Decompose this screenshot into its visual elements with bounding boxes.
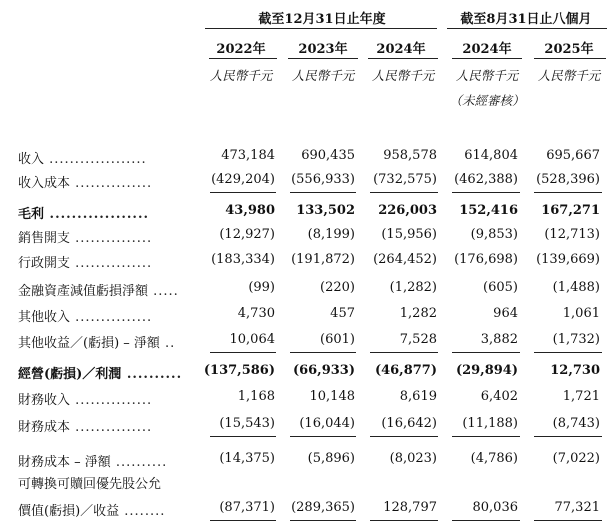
subtotal-rule xyxy=(210,192,276,193)
row-value-col-3: 8,619 xyxy=(399,389,437,404)
row-label-text: 可轉換可贖回優先股公允 xyxy=(18,477,162,492)
subtotal-rule xyxy=(210,436,276,437)
row-value-col-3: 1,282 xyxy=(399,306,437,321)
row-value-col-2: (601) xyxy=(320,332,355,347)
row-value-col-1: (87,371) xyxy=(219,500,275,515)
row-value-col-3: 958,578 xyxy=(383,148,437,163)
table-row xyxy=(0,389,613,411)
row-value-col-4: (176,698) xyxy=(454,252,518,267)
row-value-col-3: 226,003 xyxy=(378,203,437,218)
subtotal-rule xyxy=(290,520,356,521)
row-value-col-1: (183,334) xyxy=(211,252,275,267)
subtotal-rule xyxy=(534,192,602,193)
row-label-text: 財務成本 xyxy=(18,420,71,435)
col-header-rule-1 xyxy=(209,58,277,59)
table-row xyxy=(0,203,613,225)
col-header-rule-5 xyxy=(534,58,606,59)
row-value-col-3: (46,877) xyxy=(374,363,437,378)
row-label xyxy=(18,389,152,408)
col-header-year-5: 2025年 xyxy=(544,42,594,57)
row-value-col-5: 1,721 xyxy=(562,389,600,404)
row-value-col-1: (137,586) xyxy=(203,363,275,378)
row-value-col-4: 152,416 xyxy=(459,203,518,218)
row-value-col-2: 457 xyxy=(330,306,355,321)
row-leader-dots: .................. xyxy=(44,207,150,222)
subtotal-rule xyxy=(534,520,602,521)
row-label xyxy=(18,363,182,382)
row-value-col-5: 1,061 xyxy=(562,306,600,321)
row-value-col-4: (11,188) xyxy=(462,416,518,431)
row-value-col-1: (12,927) xyxy=(219,227,275,242)
row-label xyxy=(18,451,167,470)
table-row xyxy=(0,416,613,438)
row-value-col-5: (1,732) xyxy=(552,332,600,347)
row-value-col-2: (66,933) xyxy=(292,363,355,378)
row-value-col-4: (605) xyxy=(483,280,518,295)
row-value-col-3: 128,797 xyxy=(383,500,437,515)
row-value-col-5: 12,730 xyxy=(550,363,600,378)
row-label xyxy=(18,203,149,222)
subtotal-rule xyxy=(452,192,520,193)
row-leader-dots: ................... xyxy=(44,152,147,167)
col-note-unaudited: （未經審核） xyxy=(449,93,525,108)
row-label-text: 其他收入 xyxy=(18,310,71,325)
row-value-col-3: (15,956) xyxy=(381,227,437,242)
row-value-col-1: 1,168 xyxy=(237,389,275,404)
row-label-text: 價值(虧損)／收益 xyxy=(18,504,120,519)
group-header-year-ended: 截至12月31日止年度 xyxy=(258,12,386,27)
col-header-year-1: 2022年 xyxy=(216,42,266,57)
row-value-col-2: (556,933) xyxy=(291,172,355,187)
row-value-col-1: (429,204) xyxy=(211,172,275,187)
row-value-col-3: (732,575) xyxy=(373,172,437,187)
subtotal-rule xyxy=(534,436,602,437)
table-row xyxy=(0,306,613,328)
row-value-col-2: 133,502 xyxy=(296,203,355,218)
table-row xyxy=(0,252,613,274)
row-value-col-3: (16,642) xyxy=(381,416,437,431)
row-label xyxy=(18,473,161,492)
row-value-col-2: 10,148 xyxy=(309,389,355,404)
row-label xyxy=(18,280,179,299)
row-value-col-1: (14,375) xyxy=(219,451,275,466)
subtotal-rule xyxy=(370,436,438,437)
row-label xyxy=(18,227,152,246)
row-leader-dots: .......... xyxy=(121,367,183,382)
table-row xyxy=(0,172,613,194)
col-unit-1: 人民幣千元 xyxy=(209,68,273,83)
row-value-col-3: (1,282) xyxy=(389,280,437,295)
row-label-text: 經營(虧損)／利潤 xyxy=(18,367,122,382)
col-unit-5: 人民幣千元 xyxy=(537,68,601,83)
subtotal-rule xyxy=(290,436,356,437)
row-leader-dots: ..... xyxy=(148,284,179,299)
row-leader-dots: .. xyxy=(159,336,176,351)
row-value-col-4: 80,036 xyxy=(472,500,518,515)
row-value-col-4: (4,786) xyxy=(470,451,518,466)
row-value-col-1: (99) xyxy=(248,280,275,295)
row-value-col-3: 7,528 xyxy=(399,332,437,347)
table-row xyxy=(0,473,613,495)
row-label-text: 毛利 xyxy=(18,207,45,222)
row-leader-dots: ............... xyxy=(70,420,153,435)
col-unit-3: 人民幣千元 xyxy=(371,68,435,83)
row-leader-dots: ........ xyxy=(119,504,166,519)
row-value-col-3: (8,023) xyxy=(389,451,437,466)
row-value-col-5: (1,488) xyxy=(552,280,600,295)
row-value-col-2: (191,872) xyxy=(291,252,355,267)
group-header-year-rule xyxy=(205,28,437,29)
col-header-rule-3 xyxy=(368,58,438,59)
row-value-col-4: 6,402 xyxy=(480,389,518,404)
row-value-col-1: 473,184 xyxy=(221,148,275,163)
row-value-col-4: 3,882 xyxy=(480,332,518,347)
row-value-col-4: (462,388) xyxy=(454,172,518,187)
subtotal-rule xyxy=(370,352,438,353)
subtotal-rule xyxy=(210,352,276,353)
row-label-text: 行政開支 xyxy=(18,256,71,271)
row-value-col-1: 4,730 xyxy=(237,306,275,321)
subtotal-rule xyxy=(452,352,520,353)
table-row xyxy=(0,332,613,354)
subtotal-rule xyxy=(290,192,356,193)
row-value-col-2: (8,199) xyxy=(307,227,355,242)
col-header-year-2: 2023年 xyxy=(298,42,348,57)
group-header-period-rule xyxy=(447,28,607,29)
row-value-col-5: 77,321 xyxy=(554,500,600,515)
row-value-col-5: (139,669) xyxy=(536,252,600,267)
row-value-col-5: (8,743) xyxy=(552,416,600,431)
col-header-rule-2 xyxy=(288,58,358,59)
row-value-col-2: 690,435 xyxy=(301,148,355,163)
row-value-col-2: (289,365) xyxy=(291,500,355,515)
row-label-text: 金融資產減值虧損淨額 xyxy=(18,284,149,299)
row-label-text: 收入 xyxy=(18,152,45,167)
row-label xyxy=(18,416,152,435)
row-value-col-5: (7,022) xyxy=(552,451,600,466)
row-value-col-2: (220) xyxy=(320,280,355,295)
table-row xyxy=(0,363,613,385)
table-row xyxy=(0,227,613,249)
table-row xyxy=(0,451,613,473)
row-leader-dots: ............... xyxy=(70,256,153,271)
row-label-text: 收入成本 xyxy=(18,176,71,191)
row-value-col-4: (9,853) xyxy=(470,227,518,242)
table-row xyxy=(0,280,613,302)
row-label xyxy=(18,148,147,167)
row-value-col-4: 964 xyxy=(493,306,518,321)
subtotal-rule xyxy=(210,520,276,521)
row-value-col-1: 43,980 xyxy=(225,203,275,218)
row-label xyxy=(18,306,152,325)
group-header-eight-months: 截至8月31日止八個月 xyxy=(460,12,592,27)
row-leader-dots: ............... xyxy=(70,231,153,246)
row-label xyxy=(18,172,152,191)
subtotal-rule xyxy=(370,520,438,521)
row-value-col-5: 167,271 xyxy=(541,203,600,218)
row-label-text: 財務成本 – 淨額 xyxy=(18,455,111,470)
row-value-col-5: (12,713) xyxy=(544,227,600,242)
col-header-year-4: 2024年 xyxy=(462,42,512,57)
row-label-text: 銷售開支 xyxy=(18,231,71,246)
col-header-year-3: 2024年 xyxy=(376,42,426,57)
row-leader-dots: ............... xyxy=(70,393,153,408)
row-leader-dots: ............... xyxy=(70,310,153,325)
row-label-text: 財務收入 xyxy=(18,393,71,408)
row-value-col-3: (264,452) xyxy=(373,252,437,267)
row-value-col-1: (15,543) xyxy=(219,416,275,431)
row-value-col-4: (29,894) xyxy=(455,363,518,378)
subtotal-rule xyxy=(452,436,520,437)
row-value-col-5: 695,667 xyxy=(546,148,600,163)
col-unit-2: 人民幣千元 xyxy=(291,68,355,83)
row-leader-dots: .......... xyxy=(110,455,168,470)
row-label xyxy=(18,252,152,271)
col-unit-4: 人民幣千元 xyxy=(455,68,519,83)
row-leader-dots: ............... xyxy=(70,176,153,191)
row-value-col-4: 614,804 xyxy=(464,148,518,163)
col-header-rule-4 xyxy=(452,58,522,59)
table-row xyxy=(0,148,613,170)
row-label xyxy=(18,332,175,351)
row-value-col-2: (5,896) xyxy=(307,451,355,466)
subtotal-rule xyxy=(370,192,438,193)
row-value-col-1: 10,064 xyxy=(229,332,275,347)
row-label-text: 其他收益／(虧損) – 淨額 xyxy=(18,336,160,351)
row-label xyxy=(18,500,165,519)
row-value-col-5: (528,396) xyxy=(536,172,600,187)
subtotal-rule xyxy=(290,352,356,353)
row-value-col-2: (16,044) xyxy=(299,416,355,431)
subtotal-rule xyxy=(534,352,602,353)
subtotal-rule xyxy=(452,520,520,521)
table-row xyxy=(0,500,613,522)
